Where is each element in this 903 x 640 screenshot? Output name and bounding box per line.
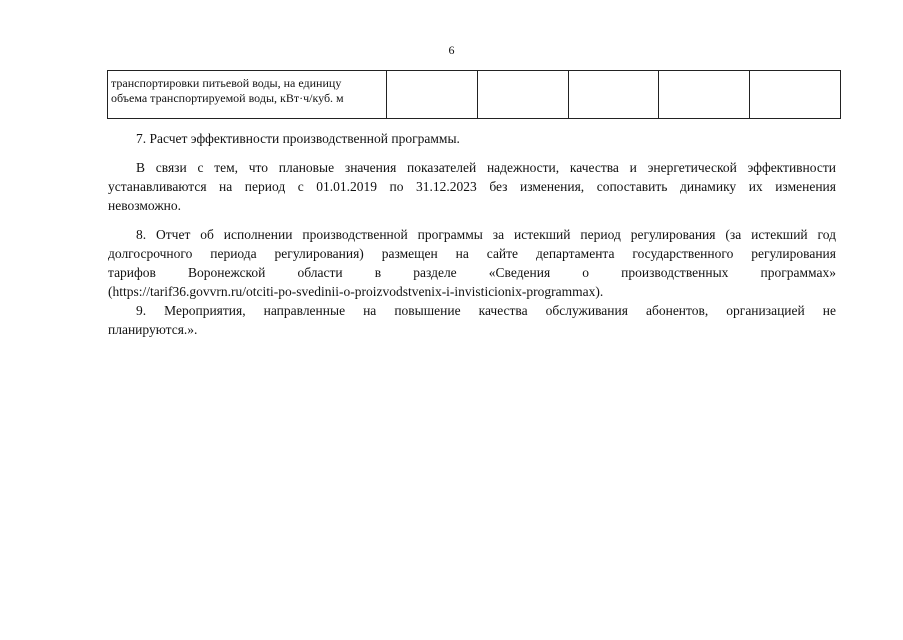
paragraph-line: 9. Мероприятия, направленные на повышение качества обслуживания абонентов, организацией не xyxy=(136,303,836,318)
table-row xyxy=(108,71,841,119)
section-7-heading xyxy=(108,129,836,148)
table-cell xyxy=(477,71,568,119)
paragraph-line: 8. Отчет об исполнении производственной программы за истекший период регулирования (за истекший год xyxy=(136,227,836,242)
section-8-paragraph xyxy=(108,225,836,301)
paragraph-line: (https://tarif36.govvrn.ru/otciti-po-svedinii-o-proizvodstvenix-i-invisticionix-programmax). xyxy=(108,284,604,299)
table-cell xyxy=(750,71,841,119)
indicator-table xyxy=(107,70,841,119)
paragraph-line: В связи с тем, что плановые значения показателей надежности, качества и энергетической эффективности xyxy=(136,160,836,175)
page-number: 6 xyxy=(448,43,455,57)
table-row-label xyxy=(108,71,387,119)
paragraph-line: планируются.». xyxy=(108,322,198,337)
table-cell xyxy=(568,71,659,119)
table-row-label-line: объема транспортируемой воды, кВт·ч/куб. м xyxy=(111,91,344,105)
paragraph-line: невозможно. xyxy=(108,198,182,213)
table-row-label-line: транспортировки питьевой воды, на единицу xyxy=(111,76,342,90)
paragraph-line: устанавливаются на период с 01.01.2019 по 31.12.2023 без изменения, сопоставить динамику их изменения xyxy=(108,179,836,194)
table-cell xyxy=(659,71,750,119)
section-7-paragraph xyxy=(108,158,836,215)
section-9-paragraph xyxy=(108,301,836,339)
table-cell xyxy=(387,71,478,119)
paragraph-line: долгосрочного периода регулирования) размещен на сайте департамента государственного регулирования xyxy=(108,246,836,261)
paragraph-line: 7. Расчет эффективности производственной программы. xyxy=(136,131,460,146)
paragraph-line: тарифов Воронежской области в разделе «Сведения о производственных программах» xyxy=(108,265,836,280)
